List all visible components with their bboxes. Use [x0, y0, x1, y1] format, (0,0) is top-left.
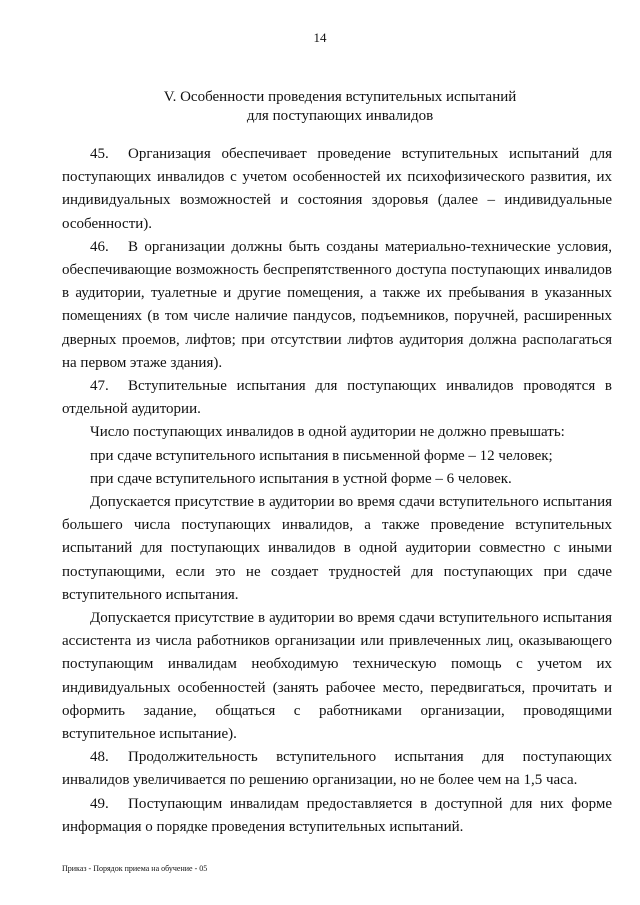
paragraph-written-form	[62, 445, 612, 468]
paragraph-46	[62, 236, 612, 375]
paragraph-number: 45.	[90, 146, 109, 162]
paragraph-oral-form	[62, 468, 612, 491]
section-title-line-2: для поступающих инвалидов	[246, 108, 434, 124]
document-body	[62, 143, 612, 839]
paragraph-text: Поступающим инвалидам предоставляется в доступной для них форме информация о порядке проведения вступительных испытаний.	[62, 795, 612, 835]
page-number: 14	[313, 30, 327, 45]
paragraph-text: Допускается присутствие в аудитории во время сдачи вступительного испытания ассистента из числа работников организации или привлеченных лиц, оказывающего поступающим инвалидам необходимую техническую помощь с учетом их индивидуальных особенностей (занять рабочее место, передвигаться, прочитать и оформить задание, общаться с работниками организации, проводящими вступительное испытание).	[62, 610, 612, 743]
section-title	[90, 88, 590, 126]
paragraph-text: В организации должны быть созданы материально-технические условия, обеспечивающие возможность беспрепятственного доступа поступающих инвалидов в аудитории, туалетные и другие помещения, а также их пребывания в указанных помещениях (в том числе наличие пандусов, подъемников, поручней, расширенных дверных проемов, лифтов; при отсутствии лифтов аудитория должна располагаться на первом этаже здания).	[62, 238, 612, 371]
paragraph-assistant	[62, 607, 612, 746]
paragraph-number: 47.	[90, 378, 109, 395]
paragraph-text: Продолжительность вступительного испытания для поступающих инвалидов увеличивается по решению организации, но не более чем на 1,5 часа.	[62, 749, 612, 789]
paragraph-larger-number	[62, 491, 612, 607]
paragraph-text: Организация обеспечивает проведение вступительных испытаний для поступающих инвалидов с учетом особенностей их психофизического развития, их индивидуальных возможностей и состояния здоровья (далее – индивидуальные особенности).	[62, 146, 612, 232]
paragraph-audience-limit	[62, 421, 612, 444]
paragraph-49	[62, 793, 612, 839]
paragraph-number: 46.	[90, 238, 109, 255]
paragraph-text: Вступительные испытания для поступающих инвалидов проводятся в отдельной аудитории.	[62, 378, 612, 418]
paragraph-number: 49.	[90, 795, 109, 812]
paragraph-text: Число поступающих инвалидов в одной аудитории не должно превышать:	[90, 424, 565, 441]
section-title-line-1: V. Особенности проведения вступительных испытаний	[163, 89, 517, 105]
paragraph-45	[62, 143, 612, 236]
page-footer: Приказ - Порядок приема на обучение - 05	[62, 864, 208, 873]
paragraph-48	[62, 746, 612, 792]
paragraph-text: при сдаче вступительного испытания в письменной форме – 12 человек;	[90, 447, 553, 464]
paragraph-text: при сдаче вступительного испытания в устной форме – 6 человек.	[90, 470, 512, 487]
paragraph-text: Допускается присутствие в аудитории во время сдачи вступительного испытания большего числа поступающих инвалидов, а также проведение вступительных испытаний для поступающих инвалидов в одной аудитории совместно с иными поступающими, если это не создает трудностей для поступающих при сдаче вступительного испытания.	[62, 494, 612, 603]
paragraph-number: 48.	[90, 749, 109, 766]
paragraph-47	[62, 375, 612, 421]
